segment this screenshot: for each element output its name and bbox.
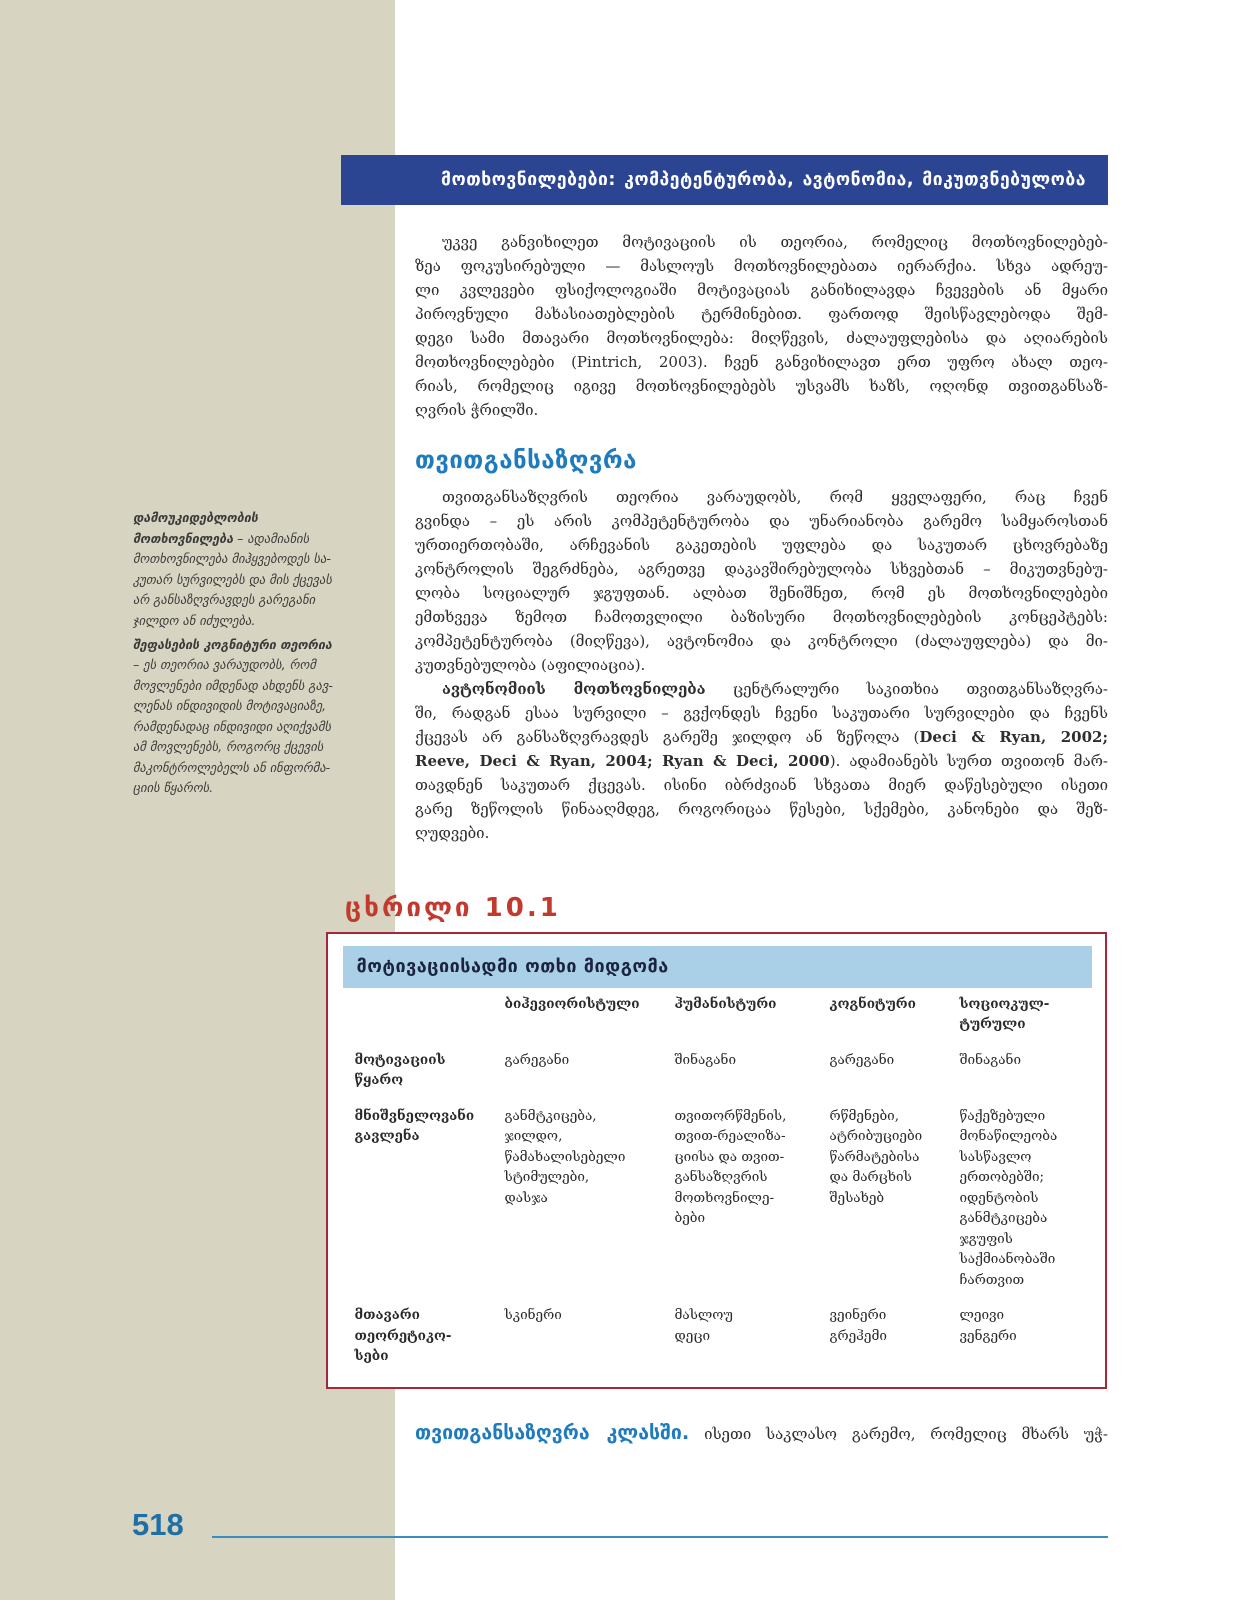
table-cell <box>960 1050 1092 1091</box>
text-line <box>415 605 1108 629</box>
text-line <box>133 717 365 738</box>
cell-line: განმტკიცება, <box>504 1107 597 1124</box>
text-line <box>415 677 1108 701</box>
text-line <box>133 570 365 591</box>
text-run: ღუდვები. <box>415 824 490 842</box>
table-corner <box>355 994 505 1035</box>
section-title: მოთხოვნილებები: კომპეტენტურობა, ავტონომია, მიკუთვნებულობა <box>441 170 1086 190</box>
text-line <box>415 773 1108 797</box>
text-line <box>415 581 1108 605</box>
text-line <box>133 676 365 697</box>
margin-note <box>133 508 365 631</box>
text-run: არ განსაზღვრავდეს გარეგანი <box>133 592 316 607</box>
text-run: – ეს თეორია ვარაუდობს, რომ <box>133 657 316 672</box>
text-run: ციის წყაროს. <box>133 780 214 795</box>
cell-line: სტიმულები, <box>504 1169 590 1185</box>
cell-line: სები <box>354 1348 389 1364</box>
cell-line: თეორეტიკო- <box>354 1327 452 1344</box>
table-cell <box>960 1305 1092 1367</box>
text-line <box>415 725 1108 749</box>
table-cell <box>505 1106 675 1291</box>
cell-line: მონაწილეობა <box>959 1128 1058 1144</box>
margin-notes <box>133 508 365 802</box>
cell-line: ბიჰევიორისტული <box>504 995 640 1012</box>
text-line <box>415 653 1108 677</box>
text-line <box>415 278 1108 302</box>
cell-line: წყარო <box>354 1072 404 1088</box>
page-number: 518 <box>132 1507 184 1542</box>
text-run: თავდნენ საკუთარ ქცევას. ისინი იბრძვიან სხვათა მიერ დაწესებული ისეთი <box>415 776 1108 794</box>
table-cell <box>675 1305 830 1367</box>
section-header-bar <box>341 155 1108 205</box>
text-run: – ადამიანის <box>233 530 310 546</box>
text-line <box>133 529 365 550</box>
cell-line: ვენგერი <box>959 1327 1017 1344</box>
cell-line: მოტივაციის <box>354 1051 446 1068</box>
table-caption: მოტივაციისადმი ოთხი მიდგომა <box>356 955 669 977</box>
table-box <box>326 932 1107 1389</box>
text-line <box>415 374 1108 398</box>
text-line <box>133 635 365 656</box>
table-row-label <box>355 1305 505 1367</box>
cell-line: გრეჰემი <box>829 1327 887 1344</box>
table-cell <box>505 1305 675 1367</box>
section-heading: თვითგანსაზღვრა <box>415 446 637 474</box>
cell-line: მასლოუ <box>674 1307 733 1323</box>
text-run: პიროვნული მახასიათებლების ტერმინებით. ფართოდ შეისწავლებოდა შემ- <box>415 305 1108 323</box>
cell-line: შესახებ <box>829 1189 885 1206</box>
text-run: ემთხვევა ზემოთ ჩამოთვლილი ბაზისური მოთხოვნილებების კონცეპტებს: <box>415 608 1108 626</box>
text-run: მოვლენები იმდენად ახდენს გავ- <box>133 677 333 693</box>
text-run: გვინდა – ეს არის კომპეტენტურობა და უნარიანობა გარემო სამყაროსთან <box>415 512 1108 530</box>
text-line <box>133 549 365 570</box>
table-column-header <box>830 994 960 1035</box>
table-grid <box>355 994 1092 1367</box>
text-run: ). ადამიანებს სურთ თვითონ მარ- <box>829 752 1108 770</box>
bold-term: ავტონომიის მოთხოვნილება <box>442 680 706 698</box>
cell-line: სასწავლო <box>959 1148 1032 1165</box>
text-run: უკვე განვიხილეთ მოტივაციის ის თეორია, რომელიც მოთხოვნილებებ- <box>442 233 1108 251</box>
text-line <box>133 655 365 676</box>
cell-line: წარმატებისა <box>829 1148 920 1165</box>
table-caption-bar <box>343 946 1092 988</box>
text-run: კუთვნებულობა (აფილიაცია). <box>415 656 646 674</box>
cell-line: ჩართვით <box>959 1271 1025 1288</box>
text-run: ლენას ინდივიდის მოტივაციაზე, <box>133 698 327 713</box>
cell-line: თვითორწმენის, <box>674 1107 787 1124</box>
cell-line: განსაზღვრის <box>674 1169 768 1185</box>
cell-line: ჰუმანისტური <box>674 995 777 1012</box>
table-cell <box>960 1106 1092 1291</box>
cell-line: სკინერი <box>504 1307 562 1323</box>
text-run: ში, რადგან ესაა სურვილი – გვქონდეს ჩვენი საკუთარი სურვილები და ჩვენს <box>415 704 1108 722</box>
text-run: ლობა სოციალურ ჯგუფთან. ალბათ შენიშნეთ, რომ ეს მოთხოვნილებები <box>415 584 1108 602</box>
bold-term: მოთხოვნილება <box>133 530 234 546</box>
text-run: მოთხოვნილებები (Pintrich, 2003). ჩვენ განვიხილავთ ერთ უფრო ახალ თეო- <box>415 353 1108 371</box>
text-line <box>133 778 365 799</box>
text-line <box>133 737 365 758</box>
text-line <box>415 749 1108 773</box>
table-cell <box>830 1106 960 1291</box>
bold-term: დამოუკიდებლობის <box>133 510 258 525</box>
cell-line: იდენტობის <box>959 1189 1039 1206</box>
text-line <box>415 326 1108 350</box>
closing-text: ისეთი საკლასო გარემო, რომელიც მხარს უჭ- <box>704 1425 1108 1443</box>
cell-line: დეცი <box>674 1327 710 1344</box>
cell-line: და მარცხის <box>829 1169 912 1185</box>
self-determination-text <box>415 485 1108 845</box>
closing-heading: თვითგანსაზღვრა კლასში. <box>415 1421 690 1444</box>
table-column-header <box>960 994 1092 1035</box>
text-run: თვითგანსაზღვრის თეორია ვარაუდობს, რომ ყველაფერი, რაც ჩვენ <box>442 488 1108 506</box>
text-run: რიას, რომელიც იგივე მოთხოვნილებებს უსვამს ხაზს, ოღონდ თვითგანსაზ- <box>415 377 1108 395</box>
text-run: ურთიერთობაში, არჩევანის გაკეთების უფლება და საკუთარ ცხოვრებაზე <box>415 536 1108 554</box>
bold-term: Deci & Ryan, 2002; <box>919 728 1108 746</box>
table-cell <box>830 1305 960 1367</box>
text-line <box>133 758 365 779</box>
cell-line: ერთობებში; <box>959 1169 1045 1185</box>
footer-rule <box>212 1536 1108 1538</box>
margin-note <box>133 635 365 799</box>
cell-line: საქმიანობაში <box>959 1251 1056 1267</box>
cell-line: ბები <box>674 1210 706 1226</box>
text-run: ჯილდო ან იძულება. <box>133 612 256 628</box>
cell-line: მოთხოვნილე- <box>674 1189 775 1206</box>
cell-line: ატრიბუციები <box>829 1128 923 1144</box>
intro-paragraph <box>415 230 1108 422</box>
cell-line: ლეივი <box>959 1307 1005 1323</box>
cell-line: ვეინერი <box>829 1307 887 1323</box>
body-paragraph <box>415 677 1108 845</box>
text-run: ზეა ფოკუსირებული — მასლოუს მოთხოვნილებათა იერარქია. სხვა ადრეუ- <box>415 257 1108 275</box>
cell-line: გარეგანი <box>504 1051 570 1068</box>
table-column-header <box>505 994 675 1035</box>
table-cell <box>505 1050 675 1091</box>
cell-line: შინაგანი <box>674 1051 736 1068</box>
text-line <box>415 629 1108 653</box>
text-run: ლი კვლევები ფსიქოლოგიაში მოტივაციას განიხილავდა ჩვევების ან მყარი <box>415 281 1108 299</box>
cell-line: წაქეზებული <box>959 1107 1046 1124</box>
text-run: ამ მოვლენებს, როგორც ქცევის <box>133 739 324 754</box>
table-column-header <box>675 994 830 1035</box>
text-line <box>415 533 1108 557</box>
table-row-label <box>355 1106 505 1291</box>
table-title: ცხრილი 10.1 <box>345 893 561 923</box>
text-run: კონტროლის შეგრძნება, აგრეთვე დაკავშირებულობა სხვებთან – მიკუთვნებუ- <box>415 560 1108 578</box>
table-cell <box>675 1050 830 1091</box>
closing-line <box>415 1419 1108 1447</box>
text-line <box>415 254 1108 278</box>
cell-line: ტურული <box>959 1016 1026 1032</box>
text-run: კომპეტენტურობა (მიღწევა), ავტონომია და კონტროლი (ძალაუფლება) და მი- <box>415 632 1108 650</box>
text-line <box>415 701 1108 725</box>
cell-line: განმტკიცება <box>959 1210 1048 1226</box>
bold-term: შეფასების კოგნიტური თეორია <box>133 636 332 652</box>
text-run: ცენტრალური საკითხია თვითგანსაზღვრა- <box>705 680 1109 698</box>
text-line <box>133 508 365 529</box>
text-line <box>415 302 1108 326</box>
cell-line: რწმენები, <box>829 1107 899 1124</box>
cell-line: მთავარი <box>354 1307 420 1323</box>
text-line <box>415 509 1108 533</box>
text-run: მოთხოვნილება მიჰყვებოდეს სა- <box>133 551 331 566</box>
table-row-label <box>355 1050 505 1091</box>
table-cell <box>675 1106 830 1291</box>
text-run: ღვრის ჭრილში. <box>415 401 539 419</box>
table-cell <box>830 1050 960 1091</box>
text-run: ქცევას არ განსაზღვრავდეს გარეშე ჯილდო ან ზეწოლა ( <box>415 728 920 746</box>
text-line <box>133 611 365 632</box>
cell-line: წამახალისებელი <box>504 1148 626 1165</box>
text-line <box>133 590 365 611</box>
text-line <box>415 350 1108 374</box>
cell-line: ციისა და თვით- <box>674 1148 785 1165</box>
cell-line: გავლენა <box>354 1128 420 1144</box>
text-run: დეგი სამი მთავარი მოთხოვნილება: მიღწევის, ძალაუფლებისა და აღიარების <box>415 329 1108 347</box>
cell-line: კოგნიტური <box>829 995 916 1012</box>
cell-line: თვით-რეალიზა- <box>674 1128 786 1144</box>
text-line <box>133 696 365 717</box>
cell-line: მნიშვნელოვანი <box>354 1107 475 1124</box>
text-line <box>415 557 1108 581</box>
body-paragraph <box>415 485 1108 677</box>
text-run: კუთარ სურვილებს და მის ქცევას <box>133 571 332 587</box>
text-run: გარე ზეწოლის წინააღმდეგ, როგორიცაა წესები, სქემები, კანონები და შეზ- <box>415 800 1108 818</box>
cell-line: ჯილდო, <box>504 1128 563 1144</box>
text-run: რამდენადაც ინდივიდი აღიქვამს <box>133 718 332 734</box>
cell-line: სოციოკულ- <box>959 995 1050 1012</box>
cell-line: ჯგუფის <box>959 1230 1013 1247</box>
cell-line: შინაგანი <box>959 1051 1021 1068</box>
text-run: მაკონტროლებელს ან ინფორმა- <box>133 759 331 775</box>
text-line <box>415 230 1108 254</box>
text-line <box>415 485 1108 509</box>
cell-line: გარეგანი <box>829 1051 895 1068</box>
text-line <box>415 398 1108 422</box>
cell-line: დასჯა <box>504 1189 548 1206</box>
text-line <box>415 797 1108 821</box>
text-line <box>415 821 1108 845</box>
bold-term: Reeve, Deci & Ryan, 2004; Ryan & Deci, 2000 <box>415 752 830 770</box>
